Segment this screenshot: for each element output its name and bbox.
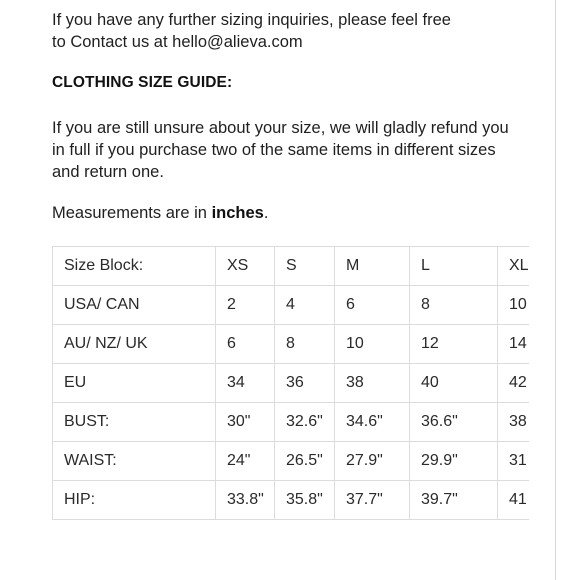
- refund-line-2: in full if you purchase two of the same items in different sizes: [52, 141, 496, 159]
- table-cell: 14: [498, 325, 530, 364]
- table-cell: 33.8": [216, 481, 275, 520]
- table-cell: 6: [335, 286, 410, 325]
- table-row-size-block: [53, 247, 530, 286]
- measurement-prefix: Measurements are in: [52, 204, 212, 222]
- table-cell: 36: [275, 364, 335, 403]
- table-row-bust: [53, 403, 530, 442]
- page-edge-divider: [555, 0, 556, 580]
- table-cell: 34: [216, 364, 275, 403]
- table-cell: 26.5": [275, 442, 335, 481]
- table-cell: 12: [410, 325, 498, 364]
- table-cell: 39.7": [410, 481, 498, 520]
- table-cell: XL: [498, 247, 530, 286]
- table-cell: M: [335, 247, 410, 286]
- table-cell: 38: [335, 364, 410, 403]
- table-cell: 2: [216, 286, 275, 325]
- refund-line-1: If you are still unsure about your size, we will gladly refund you: [52, 119, 509, 137]
- row-label: AU/ NZ/ UK: [53, 325, 216, 364]
- table-cell: 42: [498, 364, 530, 403]
- table-cell: 36.6": [410, 403, 498, 442]
- row-label: Size Block:: [53, 247, 216, 286]
- sizing-inquiry-text: [52, 9, 532, 53]
- table-cell: L: [410, 247, 498, 286]
- table-row-usa-can: [53, 286, 530, 325]
- row-label: BUST:: [53, 403, 216, 442]
- table-cell: S: [275, 247, 335, 286]
- size-table: [52, 246, 529, 520]
- table-cell: 37.7": [335, 481, 410, 520]
- size-guide-heading: CLOTHING SIZE GUIDE:: [52, 74, 233, 91]
- intro-line-2: to Contact us at hello@alieva.com: [52, 33, 303, 51]
- row-label: EU: [53, 364, 216, 403]
- row-label: WAIST:: [53, 442, 216, 481]
- measurement-suffix: .: [263, 204, 269, 222]
- measurement-unit: inches: [211, 204, 264, 222]
- table-row-eu: [53, 364, 530, 403]
- table-cell: 6: [216, 325, 275, 364]
- table-cell: 31: [498, 442, 530, 481]
- table-cell: 40: [410, 364, 498, 403]
- table-row-waist: [53, 442, 530, 481]
- table-cell: 32.6": [275, 403, 335, 442]
- row-label: HIP:: [53, 481, 216, 520]
- table-cell: 4: [275, 286, 335, 325]
- table-cell: 35.8": [275, 481, 335, 520]
- table-cell: 10: [335, 325, 410, 364]
- table-cell: 27.9": [335, 442, 410, 481]
- row-label: USA/ CAN: [53, 286, 216, 325]
- table-cell: 34.6": [335, 403, 410, 442]
- size-table-container: [52, 246, 529, 523]
- refund-line-3: and return one.: [52, 163, 164, 181]
- measurement-unit-note: [52, 202, 268, 224]
- intro-line-1: If you have any further sizing inquiries, please feel free: [52, 11, 451, 29]
- table-cell: 30": [216, 403, 275, 442]
- table-cell: XS: [216, 247, 275, 286]
- refund-policy-text: [52, 117, 532, 183]
- table-cell: 8: [410, 286, 498, 325]
- table-cell: 29.9": [410, 442, 498, 481]
- table-row-hip: [53, 481, 530, 520]
- table-row-au-nz-uk: [53, 325, 530, 364]
- table-cell: 24": [216, 442, 275, 481]
- table-cell: 10: [498, 286, 530, 325]
- table-cell: 8: [275, 325, 335, 364]
- table-cell: 41: [498, 481, 530, 520]
- table-cell: 38: [498, 403, 530, 442]
